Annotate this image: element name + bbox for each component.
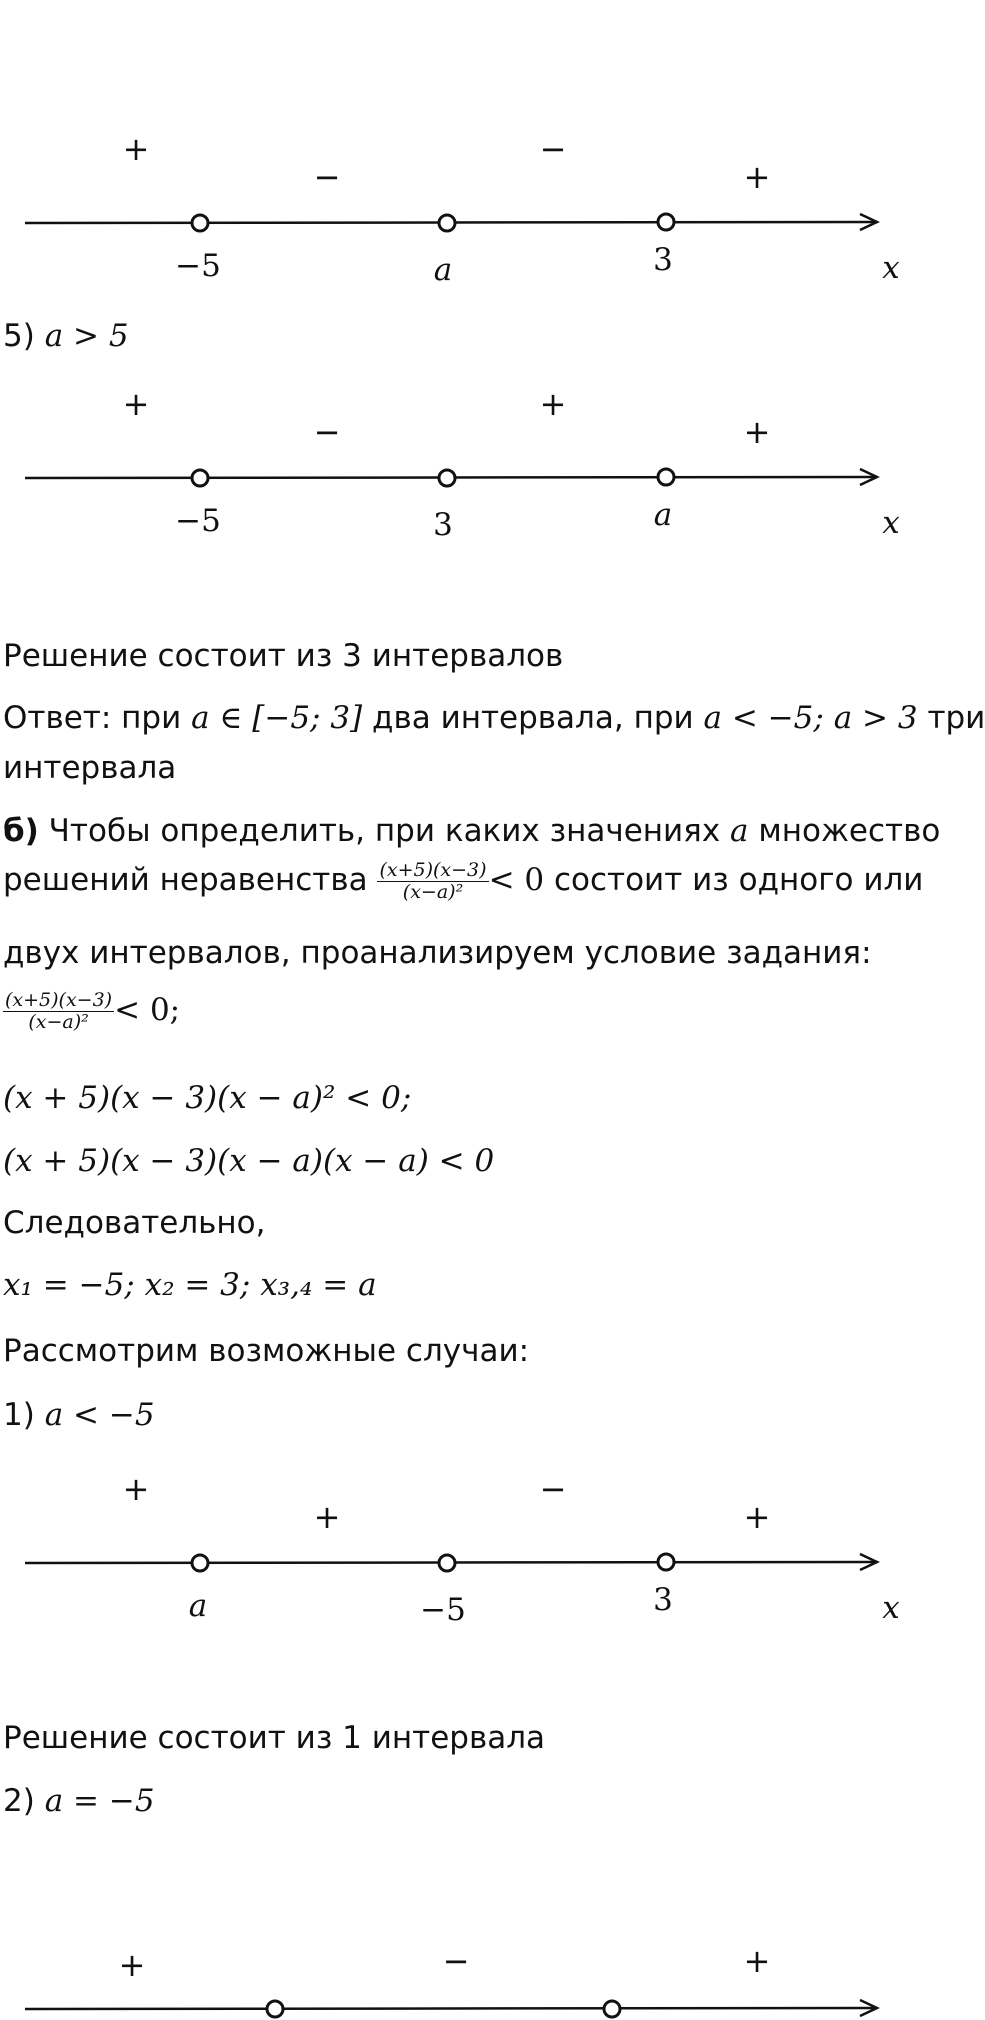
solution-one-interval: Решение состоит из 1 интервала	[3, 1720, 546, 1756]
point-label-3: 3	[653, 1582, 673, 1618]
axis-variable: x	[882, 505, 900, 541]
part-b-line-3: двух интервалов, проанализируем условие задания:	[3, 935, 872, 971]
case-5-heading	[3, 318, 129, 355]
number-line-4	[0, 1940, 960, 2020]
number-line-1	[0, 120, 960, 300]
sign-3: +	[743, 1942, 771, 1980]
case-1-heading: 1) a < −5	[3, 1397, 155, 1433]
equation-3: (x + 5)(x − 3)(x − a)(x − a) < 0	[3, 1143, 495, 1179]
equation-1: $\frac{(x+5)(x-3)}{\text{(x−a)²}}$ < 0;	[5, 989, 181, 1033]
sign-1: +	[122, 130, 150, 168]
consider-cases-text: Рассмотрим возможные случаи:	[3, 1333, 530, 1369]
part-b-line-2: решений неравенства $\frac{(x+5)(x-3)}{\text{(x−a)²}}$ < 0 состоит из одного или	[3, 859, 924, 903]
answer-line-2: интервала	[3, 750, 177, 786]
case-2-heading: 2) a = −5	[3, 1783, 155, 1819]
point-label-1: −5	[175, 503, 221, 539]
sign-3: −	[539, 130, 567, 168]
number-line-2	[0, 375, 960, 555]
point-label-2: −5	[420, 1592, 466, 1628]
number-line-3	[0, 1460, 960, 1640]
part-b-intro: б) Чтобы определить, при каких значениях a множество	[3, 813, 941, 849]
equation-2: (x + 5)(x − 3)(x − a)² < 0;	[3, 1080, 412, 1116]
sign-4: +	[743, 413, 771, 451]
axis-variable: x	[882, 1590, 900, 1626]
sign-1: +	[122, 1470, 150, 1508]
point-label-3: 3	[653, 242, 673, 278]
point-label-1: a	[188, 1588, 208, 1624]
sign-3: +	[539, 385, 567, 423]
sign-2: +	[313, 1498, 341, 1536]
consequently-text: Следовательно,	[3, 1205, 266, 1241]
sign-2: −	[442, 1942, 470, 1980]
sign-4: +	[743, 158, 771, 196]
point-label-2: 3	[433, 507, 453, 543]
sign-4: +	[743, 1498, 771, 1536]
solution-three-intervals: Решение состоит из 3 интервалов	[3, 638, 564, 674]
point-label-1: −5	[175, 248, 221, 284]
roots-line: x₁ = −5; x₂ = 3; x₃,₄ = a	[3, 1267, 377, 1303]
answer-condition-1: a ∈ [−5; 3]	[191, 700, 363, 736]
inequality-fraction: $\frac{(x+5)(x-3)}{\text{(x−a)²}}$	[379, 859, 487, 903]
point-label-2: a	[433, 252, 453, 288]
answer-condition-2: a < −5; a > 3	[703, 700, 918, 736]
case-condition: a > 5	[44, 318, 129, 354]
case-number: 5)	[3, 318, 35, 354]
sign-3: −	[539, 1470, 567, 1508]
sign-1: +	[122, 385, 150, 423]
equation-fraction: $\frac{(x+5)(x-3)}{\text{(x−a)²}}$	[5, 989, 113, 1033]
point-label-3: a	[653, 497, 673, 533]
sign-2: −	[313, 413, 341, 451]
axis-variable: x	[882, 250, 900, 286]
sign-2: −	[313, 158, 341, 196]
answer-line: Ответ: при a ∈ [−5; 3] два интервала, при a < −5; a > 3 три	[3, 700, 985, 736]
part-b-label: б)	[3, 813, 39, 849]
sign-1: +	[118, 1946, 146, 1984]
